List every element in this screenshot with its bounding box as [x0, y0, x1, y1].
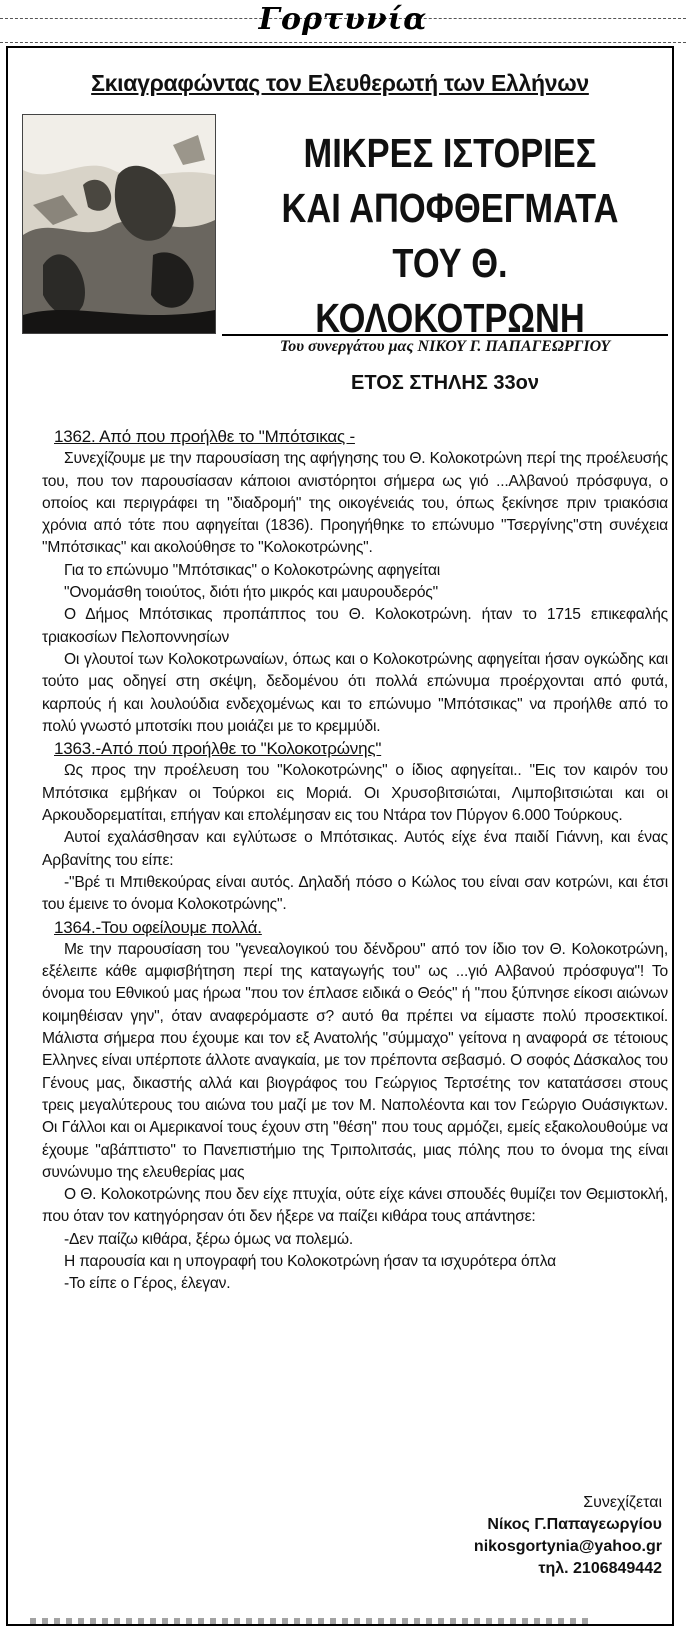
continued-label: Συνεχίζεται [583, 1494, 662, 1511]
masthead [0, 0, 686, 44]
byline: Του συνεργάτου μας ΝΙΚΟΥ Γ. ΠΑΠΑΓΕΩΡΓΙΟΥ [222, 334, 668, 356]
quote-paragraph: -Δεν παίζω κιθάρα, ξέρω όμως να πολεμώ. [64, 1230, 354, 1248]
paragraph: Αυτοί εχαλάσθησαν και εγλύτωσε ο Μπότσικας. Αυτός είχε ένα παιδί Γιάννη, και ένας Αρβανίτης του είπε: [42, 829, 668, 869]
engraving-image [23, 115, 215, 333]
section-heading-1363: 1363.-Από πού προήλθε το "Κολοκοτρώνης" [54, 739, 382, 759]
paragraph: Συνεχίζουμε με την παρουσίαση της αφήγησης του Θ. Κολοκοτρώνη περί της προέλευσής του, που τον παρουσίασαν κάποιοι ανιστόρητοι σήμερα ως γιό ...Αλβανού πρόσφυγα, ο οποίος και περιγράφει τη "διαδρομή" της οικογένειάς του, όπως ξεκίνησε πριν τριακόσια χρόνια από τότε που αφηγείται (1836). Προηγήθηκε το επώνυμο "Τσεργίνης"στη συνέχεια "Μπότσικας" και ακολούθησε το "Κολοκοτρώνης". [42, 450, 668, 557]
paragraph: Για το επώνυμο "Μπότσικας" ο Κολοκοτρώνης αφηγείται [64, 561, 441, 579]
paragraph: Η παρουσία και η υπογραφή του Κολοκοτρώνη ήσαν τα ισχυρότερα όπλα [64, 1252, 556, 1270]
headline-line-2: ΚΑΙ ΑΠΟΦΘΕΓΜΑΤΑ [281, 185, 619, 231]
quote-paragraph: -Το είπε ο Γέρος, έλεγαν. [64, 1275, 231, 1293]
masthead-rule-bottom [0, 42, 686, 43]
article-frame [6, 46, 674, 1626]
article-body [42, 426, 668, 1296]
headline-line-1: ΜΙΚΡΕΣ ΙΣΤΟΡΙΕΣ [303, 130, 597, 176]
author-phone: τηλ. 2106849442 [538, 1560, 662, 1577]
cropped-bottom-text [30, 1618, 590, 1624]
headline [265, 126, 635, 346]
masthead-title: Γορτυνία [258, 2, 428, 37]
section-heading-1362: 1362. Από που προήλθε το "Μπότσικας - [54, 427, 355, 446]
paragraph: Ο Δήμος Μπότσικας προπάππος του Θ. Κολοκοτρώνη. ήταν το 1715 επικεφαλής τριακοσίων Πελοποννησίων [42, 606, 668, 646]
paragraph: Ως προς την προέλευση του "Κολοκοτρώνης" ο ίδιος αφηγείται.. "Εις τον καιρόν του Μπότσικα εμβήκαν οι Τούρκοι εις Μοριά. Οι Χρυσοβιτσιώται, Λιμποβιτσιώται και οι Αρκουδορεματίται, επήγαν και επολέμησαν εις του Ντάρα τον Πύργον 6.000 Τούρκους. [42, 762, 668, 825]
kolokotronis-illustration [22, 114, 216, 334]
supra-title: Σκιαγραφώντας τον Ελευθερωτή των Ελλήνων [91, 70, 589, 96]
quote-paragraph: "Ονομάσθη τοιούτος, διότι ήτο μικρός και μαυρουδερός" [64, 584, 438, 602]
headline-line-3: ΤΟΥ Θ. ΚΟΛΟΚΟΤΡΩΝΗ [315, 240, 585, 341]
author-name: Νίκος Γ.Παπαγεωργίου [487, 1516, 662, 1533]
quote-paragraph: -"Βρέ τι Μπιθεκούρας είναι αυτός. Δηλαδή πόσο ο Κώλος του είναι σαν κοτρώνι, και έτσι του έμεινε το όνομα Κολοκοτρώνης". [42, 873, 668, 914]
paragraph: Οι γλουτοί των Κολοκοτρωναίων, όπως και ο Κολοκοτρώνης αφηγείται ήσαν ογκώδης και τούτο μας οδηγεί στη σκέψη, δεδομένου ότι πολλά επώνυμα προέρχονται από φυτά, καρπούς ή και λουλούδια ενδεχομένως και το επώνυμο "Μπότσικας" να προήλθε από το πολύ γνωστό μποτσίκι που μοιάζει με το κρεμμύδι. [42, 650, 668, 735]
column-year: ΕΤΟΣ ΣΤΗΛΗΣ 33ον [351, 372, 539, 394]
section-heading-1364: 1364.-Του οφείλουμε πολλά. [54, 917, 262, 937]
author-email: nikosgortynia@yahoo.gr [473, 1538, 662, 1555]
paragraph: Ο Θ. Κολοκοτρώνης που δεν είχε πτυχία, ούτε είχε κάνει σπουδές θυμίζει τον Θεμιστοκλή, που όταν τον κατηγόρησαν ότι δεν ήξερε να παίζει κιθάρα τους απάντησε: [42, 1186, 668, 1226]
paragraph: Με την παρουσίαση του "γενεαλογικού του δένδρου" από τον ίδιο τον Θ. Κολοκοτρώνη, εξέλειπε κάθε αμφισβήτηση περί της καταγωγής του" ως ...γιό Αλβανού πρόσφυγα"! Το όνομα του Εθνικού μας ήρωα "που τον έπλασε ειδικά ο Θεός" ή "που ξύπνησε είκοσι αιώνων κοιμηθέισαν γην", όταν αναφερόμαστε σ? αυτό θα πρέπει να είμαστε πολύ προσεκτικοί. Μάλιστα σήμερα που έχουμε και τον εξ Ανατολής "σύμμαχο" γείτονα η αναφορά σε τέτοιους Ελληνες είναι υπέρποτε άλλοτε αναγκαία, με τον πρέποντα σεβασμό. Ο σοφός Δάσκαλος του Γένους μας, δικαστής αλλά και βιογράφος του Γεώργιος Τερτσέτης τον κατατάσσει στους τρεις μεγαλύτερους του αιώνα του μαζί με τον Μ. Ναπολέοντα και τον Γεώργιο Ουάσιγκτων. Οι Γάλλοι και οι Αμερικανοί τους έχουν στη "θέση" που τους αρμόζει, εμείς εξακολουθούμε να έχουμε "αβάπτιστο" το Πανεπιστήμιο της Τριπολιτσάς, μιας πόλης που το όνομα της είναι συνώνυμο της ελευθερίας μας [42, 940, 668, 1181]
signature-block [474, 1492, 662, 1580]
